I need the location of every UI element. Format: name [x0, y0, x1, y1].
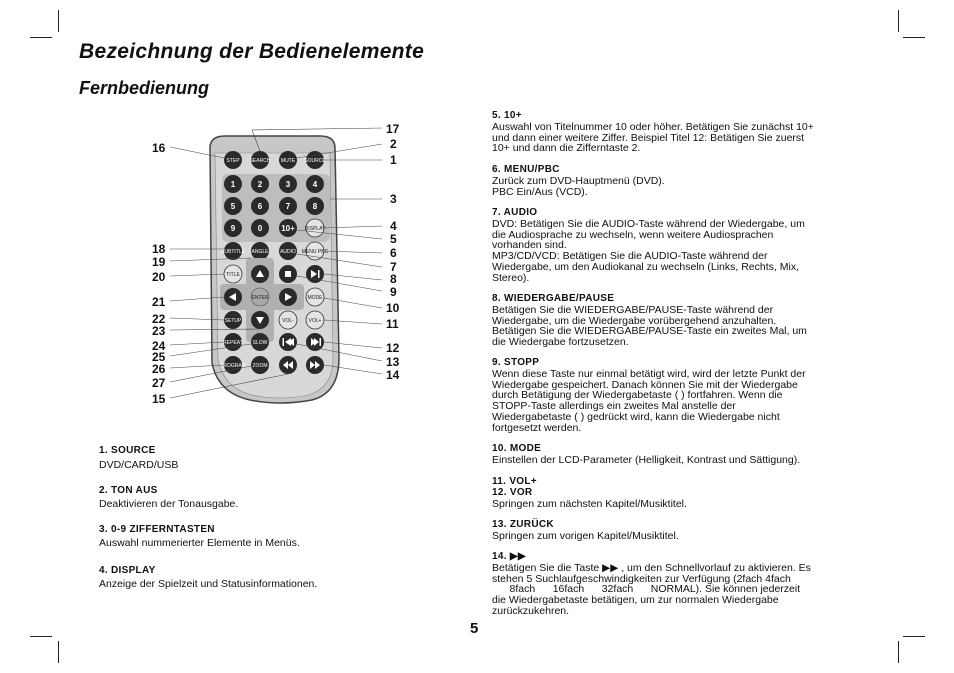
svg-text:VOL+: VOL+	[308, 318, 322, 324]
section-body: Auswahl von Titelnummer 10 oder höher. Betätigen Sie zunächst 10+	[492, 120, 814, 133]
section-body: Betätigen Sie die WIEDERGABE/PAUSE-Taste ein zweites Mal, um	[492, 325, 807, 338]
callout-22: 22	[152, 312, 166, 326]
svg-text:9: 9	[230, 224, 236, 233]
crop-mark	[903, 37, 925, 38]
crop-mark	[30, 37, 52, 38]
section-heading: 1. SOURCE	[99, 445, 156, 456]
page-title: Bezeichnung der Bedienelemente	[79, 40, 425, 63]
callout-6: 6	[390, 246, 397, 260]
section-body: DVD: Betätigen Sie die AUDIO-Taste während der Wiedergabe, um	[492, 217, 805, 230]
section-body: STOPP-Taste allerdings ein zweites Mal anstelle der	[492, 400, 736, 413]
callout-19: 19	[152, 255, 166, 269]
section-body: MP3/CD/VCD: Betätigen Sie die AUDIO-Taste während der	[492, 250, 768, 263]
down-button	[251, 311, 269, 329]
callout-2: 2	[390, 137, 397, 151]
callout-27: 27	[152, 376, 166, 390]
digit-8-button	[306, 197, 324, 215]
remote-illustration	[140, 118, 420, 418]
callout-13: 13	[386, 355, 400, 369]
callout-8: 8	[390, 272, 397, 286]
digit-7-button	[279, 197, 297, 215]
section-audio	[492, 208, 870, 284]
svg-text:TITLE: TITLE	[226, 272, 240, 278]
section-body: Auswahl nummerierter Elemente in Menüs.	[99, 536, 300, 549]
svg-text:SUBTITLE: SUBTITLE	[221, 249, 245, 255]
svg-text:DISPLAY: DISPLAY	[304, 226, 326, 232]
section-mode	[492, 444, 870, 466]
crop-mark	[58, 641, 59, 663]
svg-text:5: 5	[230, 202, 236, 211]
svg-text:1: 1	[230, 180, 236, 189]
svg-text:0: 0	[257, 224, 263, 233]
up-button	[251, 265, 269, 283]
page-subtitle: Fernbedienung	[79, 78, 209, 98]
digit-2-button	[251, 175, 269, 193]
section-body: Springen zum nächsten Kapitel/Musiktitel.	[492, 497, 687, 510]
svg-text:ENTER: ENTER	[251, 295, 269, 301]
section-body: vorhanden sind.	[492, 239, 567, 252]
next-button	[306, 333, 324, 351]
svg-text:7: 7	[285, 202, 291, 211]
crop-mark	[30, 636, 52, 637]
digit-3-button	[279, 175, 297, 193]
section-body: Wiedergabe, um die Wiedergabe vorübergehend anzuhalten.	[492, 314, 777, 327]
svg-text:MENU PBC: MENU PBC	[301, 249, 329, 255]
section-body: und dann einer weitere Ziffer. Beispiel Titel 12: Betätigen Sie zuerst	[492, 131, 805, 144]
svg-text:6: 6	[257, 202, 263, 211]
section-heading: 11. VOL+ 12. VOR	[492, 476, 537, 498]
vol-plus-button	[306, 311, 324, 329]
section-play-pause	[492, 294, 870, 348]
svg-text:8: 8	[312, 202, 318, 211]
svg-text:REPEAT: REPEAT	[223, 340, 243, 346]
section-body: Anzeige der Spielzeit und Statusinformationen.	[99, 577, 318, 590]
svg-text:SOURCE: SOURCE	[304, 158, 326, 164]
digit-1-button	[224, 175, 242, 193]
page-number: 5	[470, 620, 479, 637]
section-body: Wiedergabe gespeichert. Danach können Sie mit der Wiedergabe	[492, 378, 798, 391]
digit-0-button	[251, 219, 269, 237]
section-heading: 7. AUDIO	[492, 207, 538, 218]
section-body: Betätigen Sie die WIEDERGABE/PAUSE-Taste während der	[492, 303, 774, 316]
section-body: Einstellen der LCD-Parameter (Helligkeit, Kontrast und Sättigung).	[492, 453, 801, 466]
section-heading: 10. MODE	[492, 443, 542, 454]
section-display	[99, 566, 479, 590]
section-body: durch Betätigung der Wiedergabetaste ( ) fortfahren. Wenn die	[492, 389, 783, 402]
section-body: stehen 5 Suchlaufgeschwindigkeiten zur Verfügung (2fach 4fach	[492, 572, 791, 585]
svg-text:ZOOM: ZOOM	[252, 363, 268, 369]
section-stop	[492, 358, 870, 434]
digit-5-button	[224, 197, 242, 215]
section-body: Springen zum vorigen Kapitel/Musiktitel.	[492, 529, 679, 542]
section-body: die Audiosprache zu wechseln, wenn weitere Audiosprachen	[492, 228, 774, 241]
section-body: Wenn diese Taste nur einmal betätigt wird, wird der letzte Punkt der	[492, 367, 806, 380]
svg-text:ANGLE: ANGLE	[251, 249, 269, 255]
callout-17: 17	[386, 122, 400, 136]
angle-button	[251, 242, 269, 260]
setup-button	[224, 311, 242, 329]
prev-button	[279, 333, 297, 351]
section-body: Deaktivieren der Tonausgabe.	[99, 497, 239, 510]
section-body: Stereo).	[492, 271, 530, 284]
section-fast-forward	[492, 552, 870, 617]
title-button	[224, 265, 242, 283]
section-heading: 5. 10+	[492, 110, 522, 121]
callout-7: 7	[390, 260, 397, 274]
callout-16: 16	[152, 141, 166, 155]
section-body: DVD/CARD/USB	[99, 458, 179, 471]
ten-plus-button	[279, 219, 297, 237]
section-heading: 4. DISPLAY	[99, 565, 156, 576]
callout-18: 18	[152, 242, 166, 256]
section-heading: 13. ZURÜCK	[492, 519, 554, 530]
section-body: zurückzukehren.	[492, 604, 570, 617]
section-mute	[99, 486, 479, 510]
left-button	[224, 288, 242, 306]
section-body: 8fach 16fach 32fach NORMAL). Sie können jederzeit	[492, 583, 801, 596]
svg-text:4: 4	[312, 180, 318, 189]
crop-mark	[898, 10, 899, 32]
section-body: fortgesetzt werden.	[492, 421, 582, 434]
section-heading: 2. TON AUS	[99, 485, 158, 496]
section-heading: 9. STOPP	[492, 357, 540, 368]
section-body: PBC Ein/Aus (VCD).	[492, 185, 588, 198]
fast-reverse-button	[279, 356, 297, 374]
section-body: Zurück zum DVD-Hauptmenü (DVD).	[492, 174, 665, 187]
svg-text:10+: 10+	[281, 224, 295, 233]
section-vol-next	[492, 477, 870, 509]
section-digits	[99, 525, 479, 549]
slow-button	[251, 333, 269, 351]
zoom-button	[251, 356, 269, 374]
enter-button	[251, 288, 269, 306]
svg-text:AUDIO: AUDIO	[280, 249, 296, 255]
section-body: 10+ und dann die Zifferntaste 2.	[492, 142, 641, 155]
crop-mark	[898, 641, 899, 663]
callout-26: 26	[152, 362, 166, 376]
section-body: Betätigen Sie die Taste ▶▶ , um den Schnellvorlauf zu aktivieren. Es	[492, 561, 811, 574]
svg-text:MUTE: MUTE	[280, 158, 296, 164]
callout-1: 1	[390, 153, 397, 167]
crop-mark	[58, 10, 59, 32]
digit-6-button	[251, 197, 269, 215]
section-body: die Wiedergabetaste betätigen, um zur normalen Wiedergabe	[492, 594, 779, 607]
digit-4-button	[306, 175, 324, 193]
callout-20: 20	[152, 270, 166, 284]
callout-4: 4	[390, 219, 397, 233]
callout-10: 10	[386, 301, 400, 315]
mode-button	[306, 288, 324, 306]
svg-text:3: 3	[285, 180, 291, 189]
section-heading: 3. 0-9 ZIFFERNTASTEN	[99, 524, 215, 535]
svg-text:SLOW: SLOW	[252, 340, 268, 346]
svg-text:PROGRAM: PROGRAM	[220, 363, 246, 369]
audio-button	[279, 242, 297, 260]
crop-mark	[903, 636, 925, 637]
svg-text:2: 2	[257, 180, 263, 189]
svg-text:MODE: MODE	[307, 295, 323, 301]
svg-text:STEP: STEP	[226, 158, 240, 164]
callout-5: 5	[390, 232, 397, 246]
vol-minus-button	[279, 311, 297, 329]
callout-11: 11	[386, 317, 399, 331]
callout-24: 24	[152, 339, 166, 353]
section-heading: 8. WIEDERGABE/PAUSE	[492, 293, 615, 304]
fast-forward-button	[306, 356, 324, 374]
svg-text:SETUP: SETUP	[224, 318, 242, 324]
callout-9: 9	[390, 285, 397, 299]
svg-text:SEARCH: SEARCH	[249, 158, 271, 164]
section-body: die Wiedergabe fortzusetzen.	[492, 336, 629, 349]
section-body: Wiedergabe, um den Audiokanal zu wechseln (Links, Rechts, Mix,	[492, 260, 799, 273]
stop-button	[279, 265, 297, 283]
callout-23: 23	[152, 324, 166, 338]
mute-button	[279, 151, 297, 169]
section-heading: 14. ▶▶	[492, 551, 526, 562]
svg-text:VOL-: VOL-	[282, 318, 294, 324]
digit-9-button	[224, 219, 242, 237]
section-prev	[492, 520, 870, 542]
section-source	[99, 446, 479, 471]
section-ten-plus	[492, 111, 870, 154]
callout-21: 21	[152, 295, 166, 309]
section-heading: 6. MENU/PBC	[492, 164, 560, 175]
callout-15: 15	[152, 392, 166, 406]
callout-25: 25	[152, 350, 166, 364]
step-button	[224, 151, 242, 169]
section-menu-pbc	[492, 165, 870, 197]
right-button	[279, 288, 297, 306]
callout-14: 14	[386, 368, 400, 382]
callout-3: 3	[390, 192, 397, 206]
section-body: Wiedergabetaste ( ) gedrückt wird, kann die Wiedergabe nicht	[492, 410, 780, 423]
callout-12: 12	[386, 341, 400, 355]
